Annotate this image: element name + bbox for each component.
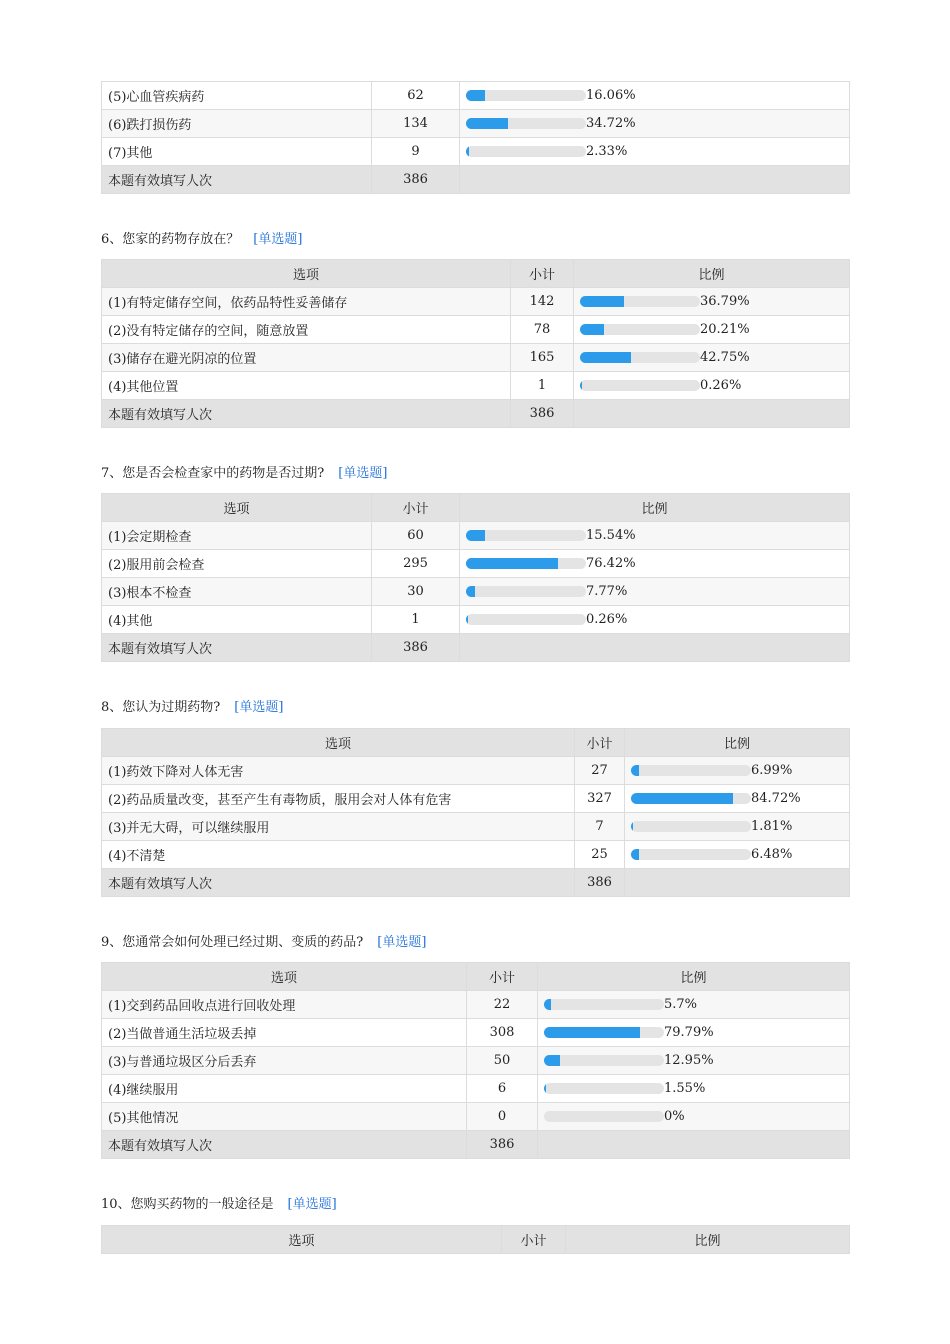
option-ratio-cell (625, 757, 850, 785)
total-count: 386 (511, 400, 574, 428)
table-header-row (102, 963, 850, 991)
progress-bar (544, 999, 664, 1010)
option-count: 25 (575, 841, 625, 869)
table-row (102, 813, 850, 841)
progress-bar (631, 821, 751, 832)
option-label: (2)药品质量改变，甚至产生有毒物质，服用会对人体有危害 (102, 785, 575, 813)
option-label: (3)与普通垃圾区分后丢弃 (102, 1047, 467, 1075)
option-count: 1 (372, 606, 460, 634)
question-text: 7、您是否会检查家中的药物是否过期? (101, 466, 325, 481)
option-count: 6 (467, 1075, 538, 1103)
progress-bar-fill (466, 586, 475, 597)
total-row (102, 166, 850, 194)
column-header-ratio: 比例 (538, 963, 850, 991)
progress-bar (466, 558, 586, 569)
progress-bar (544, 1055, 664, 1066)
table-row (102, 372, 850, 400)
percent-label: 0.26% (700, 378, 742, 393)
progress-bar-fill (466, 146, 469, 157)
question-text: 10、您购买药物的一般途径是 (101, 1197, 274, 1212)
column-header-count: 小计 (467, 963, 538, 991)
option-ratio-cell (460, 138, 850, 166)
progress-bar (544, 1083, 664, 1094)
progress-bar-fill (631, 765, 639, 776)
table-header-row (102, 729, 850, 757)
progress-bar-fill (544, 1055, 560, 1066)
option-count: 50 (467, 1047, 538, 1075)
option-ratio-cell (460, 550, 850, 578)
option-label: (1)有特定储存空间，依药品特性妥善储存 (102, 288, 511, 316)
option-label: (3)储存在避光阴凉的位置 (102, 344, 511, 372)
table-row (102, 316, 850, 344)
option-ratio-cell (574, 288, 850, 316)
column-header-count: 小计 (575, 729, 625, 757)
column-header-option: 选项 (102, 1226, 502, 1254)
question-title-10 (101, 1193, 337, 1212)
option-count: 22 (467, 991, 538, 1019)
option-count: 165 (511, 344, 574, 372)
progress-bar (466, 586, 586, 597)
table-q10 (101, 1225, 849, 1254)
percent-label: 42.75% (700, 350, 750, 365)
percent-label: 15.54% (586, 528, 636, 543)
table-row (102, 138, 850, 166)
option-count: 62 (372, 82, 460, 110)
option-count: 60 (372, 522, 460, 550)
column-header-option: 选项 (102, 494, 372, 522)
option-count: 27 (575, 757, 625, 785)
question-type-tag: [单选题] (338, 466, 388, 481)
progress-bar (631, 849, 751, 860)
stats-table (101, 728, 850, 897)
percent-label: 5.7% (664, 997, 698, 1012)
column-header-option: 选项 (102, 729, 575, 757)
table-q9 (101, 962, 849, 1159)
table-q5-continued (101, 81, 849, 194)
option-ratio-cell (574, 316, 850, 344)
column-header-option: 选项 (102, 260, 511, 288)
option-ratio-cell (460, 110, 850, 138)
column-header-ratio: 比例 (574, 260, 850, 288)
total-label: 本题有效填写人次 (102, 400, 511, 428)
progress-bar (544, 1027, 664, 1038)
total-row (102, 400, 850, 428)
option-label: (4)其他 (102, 606, 372, 634)
table-row (102, 82, 850, 110)
table-q6 (101, 259, 849, 428)
total-row (102, 634, 850, 662)
question-type-tag: [单选题] (234, 700, 284, 715)
total-empty-cell (625, 869, 850, 897)
progress-bar-fill (580, 352, 631, 363)
option-label: (1)药效下降对人体无害 (102, 757, 575, 785)
option-count: 142 (511, 288, 574, 316)
stats-table (101, 81, 850, 194)
question-text: 8、您认为过期药物? (101, 700, 221, 715)
progress-bar (466, 146, 586, 157)
option-count: 134 (372, 110, 460, 138)
percent-label: 84.72% (751, 791, 801, 806)
option-label: (1)会定期检查 (102, 522, 372, 550)
percent-label: 1.55% (664, 1081, 706, 1096)
percent-label: 16.06% (586, 88, 636, 103)
progress-bar-fill (580, 296, 624, 307)
option-ratio-cell (538, 1019, 850, 1047)
option-ratio-cell (574, 372, 850, 400)
progress-bar-fill (466, 530, 485, 541)
percent-label: 12.95% (664, 1053, 714, 1068)
option-ratio-cell (574, 344, 850, 372)
table-row (102, 841, 850, 869)
option-label: (2)当做普通生活垃圾丢掉 (102, 1019, 467, 1047)
option-label: (2)没有特定储存的空间，随意放置 (102, 316, 511, 344)
total-label: 本题有效填写人次 (102, 869, 575, 897)
option-label: (3)并无大碍，可以继续服用 (102, 813, 575, 841)
table-row (102, 344, 850, 372)
option-label: (4)不清楚 (102, 841, 575, 869)
table-row (102, 550, 850, 578)
percent-label: 0% (664, 1109, 685, 1124)
total-empty-cell (538, 1131, 850, 1159)
table-q8 (101, 728, 849, 897)
question-title-9 (101, 931, 426, 950)
question-type-tag: [单选题] (377, 935, 427, 950)
stats-table (101, 962, 850, 1159)
table-row (102, 1047, 850, 1075)
progress-bar (466, 530, 586, 541)
progress-bar (580, 296, 700, 307)
question-title-8 (101, 696, 283, 715)
progress-bar-fill (544, 1027, 640, 1038)
option-label: (4)继续服用 (102, 1075, 467, 1103)
column-header-ratio: 比例 (625, 729, 850, 757)
option-ratio-cell (460, 82, 850, 110)
progress-bar-fill (631, 821, 633, 832)
total-count: 386 (575, 869, 625, 897)
question-title-6 (101, 228, 302, 247)
total-row (102, 1131, 850, 1159)
column-header-count: 小计 (372, 494, 460, 522)
question-type-tag: [单选题] (287, 1197, 337, 1212)
progress-bar (466, 90, 586, 101)
total-empty-cell (460, 634, 850, 662)
total-count: 386 (372, 634, 460, 662)
question-title-7 (101, 462, 387, 481)
percent-label: 36.79% (700, 294, 750, 309)
progress-bar (580, 324, 700, 335)
progress-bar-fill (544, 1083, 546, 1094)
option-ratio-cell (625, 813, 850, 841)
progress-bar (466, 118, 586, 129)
progress-bar (631, 765, 751, 776)
table-header-row (102, 260, 850, 288)
option-count: 295 (372, 550, 460, 578)
total-empty-cell (574, 400, 850, 428)
option-count: 308 (467, 1019, 538, 1047)
total-count: 386 (372, 166, 460, 194)
table-header-row (102, 494, 850, 522)
total-row (102, 869, 850, 897)
total-empty-cell (460, 166, 850, 194)
progress-bar-fill (466, 90, 485, 101)
option-ratio-cell (625, 785, 850, 813)
percent-label: 0.26% (586, 612, 628, 627)
total-label: 本题有效填写人次 (102, 1131, 467, 1159)
table-q7 (101, 493, 849, 662)
percent-label: 6.48% (751, 847, 793, 862)
question-type-tag: [单选题] (253, 232, 303, 247)
column-header-count: 小计 (511, 260, 574, 288)
total-count: 386 (467, 1131, 538, 1159)
option-ratio-cell (538, 1075, 850, 1103)
option-ratio-cell (460, 606, 850, 634)
column-header-count: 小计 (502, 1226, 566, 1254)
percent-label: 7.77% (586, 584, 628, 599)
percent-label: 34.72% (586, 116, 636, 131)
question-text: 6、您家的药物存放在？ (101, 232, 240, 247)
stats-table (101, 259, 850, 428)
option-label: (1)交到药品回收点进行回收处理 (102, 991, 467, 1019)
percent-label: 20.21% (700, 322, 750, 337)
option-label: (4)其他位置 (102, 372, 511, 400)
progress-bar (466, 614, 586, 625)
progress-bar-fill (631, 849, 639, 860)
option-count: 0 (467, 1103, 538, 1131)
option-count: 327 (575, 785, 625, 813)
table-row (102, 1103, 850, 1131)
table-row (102, 1075, 850, 1103)
column-header-ratio: 比例 (566, 1226, 850, 1254)
option-label: (6)跌打损伤药 (102, 110, 372, 138)
table-row (102, 785, 850, 813)
table-row (102, 110, 850, 138)
column-header-option: 选项 (102, 963, 467, 991)
stats-table (101, 1225, 850, 1254)
total-label: 本题有效填写人次 (102, 634, 372, 662)
table-row (102, 578, 850, 606)
option-count: 7 (575, 813, 625, 841)
option-label: (5)其他情况 (102, 1103, 467, 1131)
option-count: 78 (511, 316, 574, 344)
percent-label: 1.81% (751, 819, 793, 834)
option-count: 1 (511, 372, 574, 400)
progress-bar (580, 352, 700, 363)
table-header-row (102, 1226, 850, 1254)
progress-bar-fill (466, 118, 508, 129)
progress-bar-fill (580, 380, 582, 391)
option-label: (7)其他 (102, 138, 372, 166)
progress-bar-fill (631, 793, 733, 804)
progress-bar-fill (544, 999, 551, 1010)
option-label: (2)服用前会检查 (102, 550, 372, 578)
option-ratio-cell (538, 1047, 850, 1075)
progress-bar-fill (466, 614, 468, 625)
table-row (102, 606, 850, 634)
option-label: (5)心血管疾病药 (102, 82, 372, 110)
progress-bar-fill (580, 324, 604, 335)
percent-label: 2.33% (586, 144, 628, 159)
table-row (102, 288, 850, 316)
option-ratio-cell (538, 1103, 850, 1131)
column-header-ratio: 比例 (460, 494, 850, 522)
stats-table (101, 493, 850, 662)
table-row (102, 757, 850, 785)
option-count: 30 (372, 578, 460, 606)
table-row (102, 522, 850, 550)
percent-label: 79.79% (664, 1025, 714, 1040)
progress-bar (580, 380, 700, 391)
table-row (102, 1019, 850, 1047)
option-label: (3)根本不检查 (102, 578, 372, 606)
progress-bar (631, 793, 751, 804)
progress-bar (544, 1111, 664, 1122)
option-ratio-cell (625, 841, 850, 869)
question-text: 9、您通常会如何处理已经过期、变质的药品? (101, 935, 364, 950)
progress-bar-fill (466, 558, 558, 569)
table-row (102, 991, 850, 1019)
option-ratio-cell (460, 522, 850, 550)
option-ratio-cell (460, 578, 850, 606)
total-label: 本题有效填写人次 (102, 166, 372, 194)
option-count: 9 (372, 138, 460, 166)
percent-label: 76.42% (586, 556, 636, 571)
option-ratio-cell (538, 991, 850, 1019)
percent-label: 6.99% (751, 763, 793, 778)
